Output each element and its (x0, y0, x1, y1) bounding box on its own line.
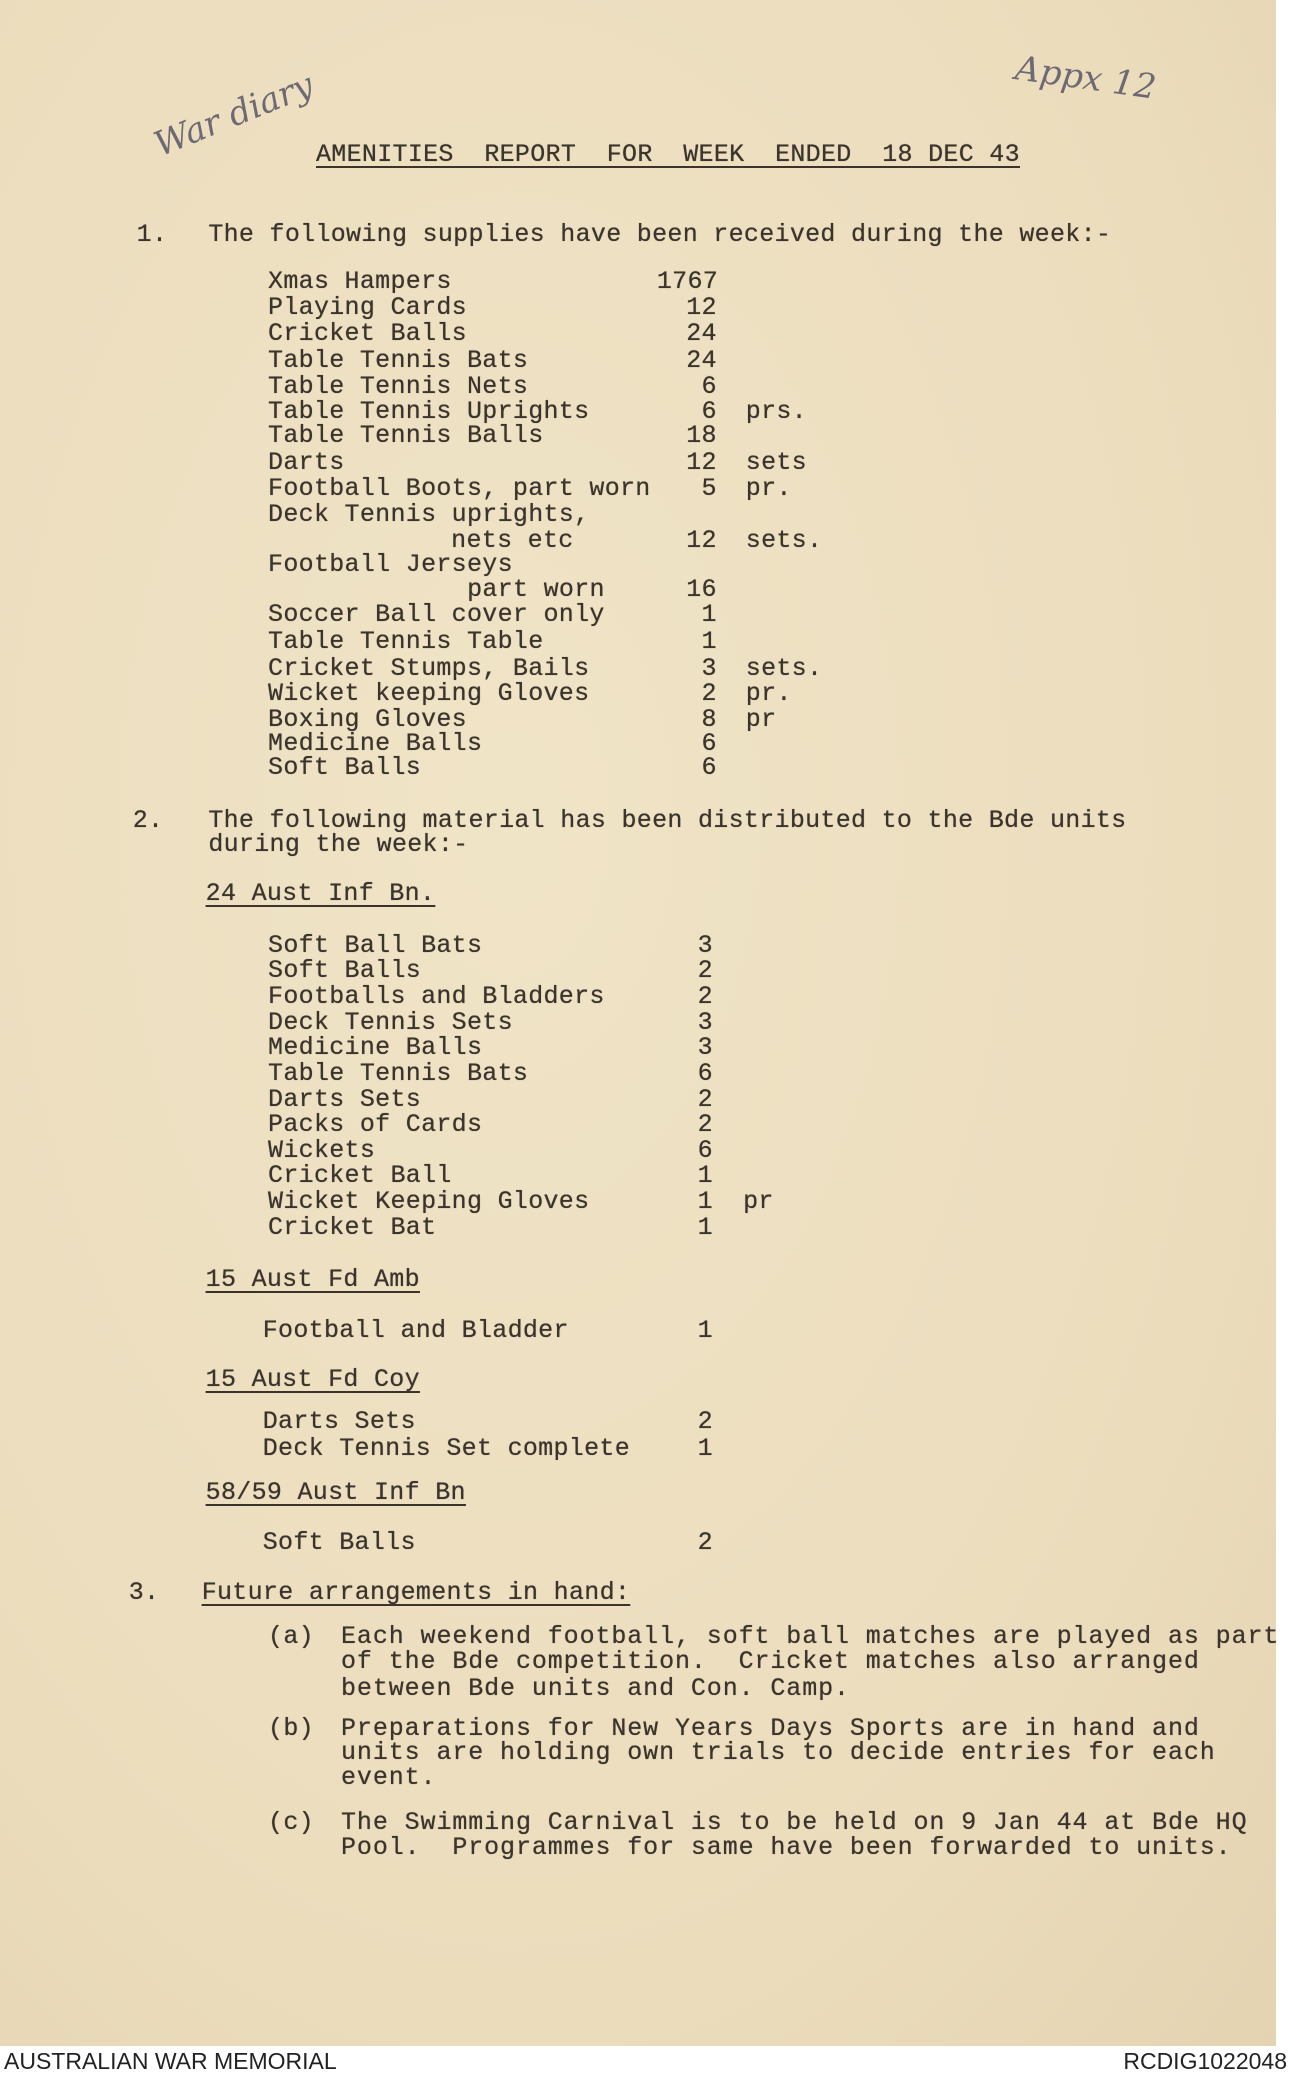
item-name: Darts Sets (268, 1084, 422, 1114)
paragraph-line: of the Bde competition. Cricket matches also arranged (341, 1647, 1200, 1677)
item-name: Medicine Balls (268, 729, 483, 759)
section-intro-line: The following material has been distributed to the Bde units (208, 806, 1127, 836)
item-quantity: 8 (701, 705, 717, 735)
item-unit: pr (743, 1186, 774, 1216)
item-name: Table Tennis Bats (268, 345, 529, 375)
item-quantity: 2 (697, 1084, 713, 1114)
item-name: Football Jerseys (268, 550, 513, 580)
item-quantity: 16 (686, 575, 717, 605)
paragraph-label: (c) (268, 1808, 314, 1838)
item-name: Table Tennis Uprights (268, 397, 590, 427)
section-intro-line: during the week:- (208, 830, 469, 860)
paragraph-line: event. (341, 1762, 437, 1792)
section-number: 2. (132, 806, 164, 836)
item-name: Deck Tennis Sets (268, 1007, 513, 1037)
unit-heading: 58/59 Aust Inf Bn (205, 1477, 466, 1507)
item-unit: sets (745, 447, 807, 477)
footer-record-id: RCDIG1022048 (1123, 2048, 1287, 2074)
item-quantity: 5 (701, 474, 717, 504)
footer-archive-name: AUSTRALIAN WAR MEMORIAL (4, 2048, 337, 2074)
item-name: Soft Balls (262, 1528, 416, 1558)
paragraph-line: Each weekend football, soft ball matches are played as part (341, 1622, 1280, 1652)
paragraph-label: (a) (268, 1622, 314, 1652)
item-unit: prs. (745, 397, 807, 427)
paragraph-line: The Swimming Carnival is to be held on 9 Jan 44 at Bde HQ (341, 1808, 1248, 1838)
item-quantity: 2 (697, 1407, 713, 1437)
item-name: Table Tennis Balls (268, 421, 544, 451)
paragraph-label: (b) (268, 1713, 314, 1743)
item-quantity: 2 (701, 678, 717, 708)
item-quantity: 12 (686, 526, 717, 556)
item-quantity: 18 (686, 421, 717, 451)
item-name: Playing Cards (268, 292, 467, 322)
item-name: Medicine Balls (268, 1033, 483, 1063)
item-name: Football Boots, part worn (268, 474, 651, 504)
page-title: AMENITIES REPORT FOR WEEK ENDED 18 DEC 43 (316, 140, 1020, 169)
item-quantity: 1 (701, 626, 717, 656)
item-unit: pr (745, 705, 777, 735)
paragraph-line: Preparations for New Years Days Sports are in hand and (341, 1713, 1200, 1743)
item-name: Soft Ball Bats (268, 930, 483, 960)
item-name: Soccer Ball cover only (268, 600, 605, 630)
item-quantity: 6 (701, 372, 717, 402)
item-quantity: 1 (701, 600, 717, 630)
item-quantity: 1 (697, 1433, 713, 1463)
item-quantity: 1767 (656, 267, 719, 297)
item-quantity: 24 (686, 319, 717, 349)
item-quantity: 2 (697, 982, 713, 1012)
item-quantity: 3 (701, 653, 717, 683)
item-name: Wicket Keeping Gloves (268, 1186, 590, 1216)
item-name-continued: nets etc (451, 526, 574, 556)
item-name: Cricket Stumps, Bails (268, 653, 590, 683)
item-quantity: 1 (697, 1315, 713, 1345)
item-name: Deck Tennis Set complete (262, 1433, 630, 1463)
item-name: Deck Tennis uprights, (268, 499, 590, 529)
item-quantity: 6 (701, 729, 717, 759)
item-quantity: 2 (697, 1110, 713, 1140)
item-name: Darts Sets (262, 1407, 416, 1437)
item-quantity: 1 (697, 1161, 713, 1191)
paragraph-line: Pool. Programmes for same have been forwarded to units. (341, 1833, 1232, 1863)
item-name: Cricket Balls (268, 319, 467, 349)
item-name: Darts (268, 447, 345, 477)
item-name-continued: part worn (467, 575, 605, 605)
item-name: Table Tennis Bats (268, 1058, 529, 1088)
item-quantity: 1 (697, 1186, 713, 1216)
item-quantity: 6 (697, 1058, 713, 1088)
section-number: 3. (128, 1578, 160, 1608)
unit-heading: 15 Aust Fd Coy (205, 1364, 420, 1394)
item-quantity: 3 (697, 1007, 713, 1037)
item-name: Cricket Ball (268, 1161, 452, 1191)
item-quantity: 2 (697, 1528, 713, 1558)
item-quantity: 3 (697, 930, 713, 960)
item-quantity: 24 (686, 345, 717, 375)
item-name: Xmas Hampers (268, 267, 452, 297)
item-unit: sets. (745, 653, 823, 683)
item-unit: sets. (745, 526, 823, 556)
item-quantity: 1 (697, 1212, 713, 1242)
item-name: Cricket Bat (268, 1212, 437, 1242)
unit-heading: 24 Aust Inf Bn. (205, 879, 436, 909)
item-quantity: 6 (701, 397, 717, 427)
item-quantity: 6 (697, 1135, 713, 1165)
item-name: Wicket keeping Gloves (268, 678, 590, 708)
item-quantity: 6 (701, 753, 717, 783)
section-number: 1. (136, 219, 168, 249)
item-name: Football and Bladder (262, 1315, 569, 1345)
item-name: Packs of Cards (268, 1110, 483, 1140)
item-quantity: 2 (697, 956, 713, 986)
item-quantity: 12 (686, 292, 717, 322)
item-name: Table Tennis Table (268, 626, 544, 656)
handwritten-annotation-war-diary: War diary (148, 65, 320, 165)
item-name: Wickets (268, 1135, 376, 1165)
item-name: Table Tennis Nets (268, 372, 529, 402)
paragraph-line: between Bde units and Con. Camp. (341, 1674, 850, 1703)
item-name: Footballs and Bladders (268, 982, 605, 1012)
item-quantity: 3 (697, 1033, 713, 1063)
item-name: Boxing Gloves (268, 705, 467, 735)
item-unit: pr. (745, 474, 792, 504)
section-heading: Future arrangements in hand: (201, 1578, 631, 1608)
handwritten-annotation-appendix: Appx 12 (1012, 48, 1159, 108)
item-name: Soft Balls (268, 753, 422, 783)
unit-heading: 15 Aust Fd Amb (205, 1265, 420, 1295)
item-name: Soft Balls (268, 956, 422, 986)
item-quantity: 12 (686, 447, 717, 477)
section-intro: The following supplies have been received during the week:- (208, 219, 1112, 249)
item-unit: pr. (745, 678, 792, 708)
paragraph-line: units are holding own trials to decide entries for each (341, 1737, 1216, 1767)
